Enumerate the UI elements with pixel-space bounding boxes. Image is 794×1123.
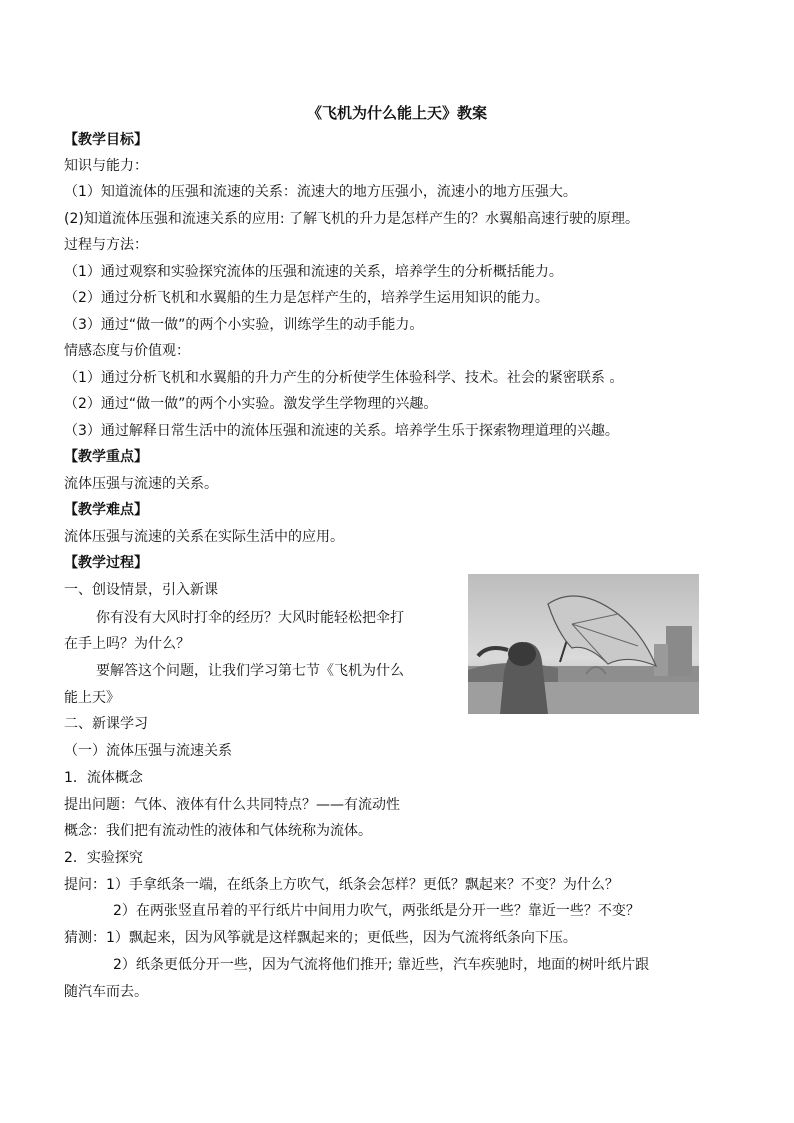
goal-emotion-1: （1）通过分析飞机和水翼船的升力产生的分析使学生体验科学、技术。社会的紧密联系 。 bbox=[64, 370, 624, 386]
step-1-text-c: 要解答这个问题，让我们学习第七节《飞机为什么 bbox=[96, 663, 404, 679]
subheading-knowledge: 知识与能力： bbox=[64, 158, 148, 174]
umbrella-wind-photo bbox=[468, 574, 699, 714]
goal-process-1: （1）通过观察和实验探究流体的压强和流速的关系，培养学生的分析概括能力。 bbox=[64, 264, 563, 280]
section-heading-process: 【教学过程】 bbox=[64, 555, 148, 571]
question-1: 提问：1）手拿纸条一端，在纸条上方吹气，纸条会怎样？更低？飘起来？不变？为什么？ bbox=[64, 877, 619, 893]
guess-3: 随汽车而去。 bbox=[64, 984, 148, 1000]
fluid-concept-heading: 1．流体概念 bbox=[64, 770, 143, 786]
goal-emotion-2: （2）通过“做一做”的两个小实验。激发学生学物理的兴趣。 bbox=[64, 396, 438, 412]
fluid-question: 提出问题：气体、液体有什么共同特点？——有流动性 bbox=[64, 797, 400, 813]
key-point-text: 流体压强与流速的关系。 bbox=[64, 476, 218, 492]
experiment-heading: 2．实验探究 bbox=[64, 850, 143, 866]
guess-1: 猜测：1）飘起来，因为风筝就是这样飘起来的；更低些，因为气流将纸条向下压。 bbox=[64, 930, 577, 946]
difficulty-text: 流体压强与流速的关系在实际生活中的应用。 bbox=[64, 529, 344, 545]
goal-knowledge-2: (2)知道流体压强和流速关系的应用: 了解飞机的升力是怎样产生的？水翼船高速行驶的原理。 bbox=[64, 211, 639, 227]
section-heading-goals: 【教学目标】 bbox=[64, 132, 148, 148]
section-heading-difficulty: 【教学难点】 bbox=[64, 502, 148, 518]
step-1-text-b: 在手上吗？为什么？ bbox=[64, 636, 190, 652]
step-1-text-a: 你有没有大风时打伞的经历？大风时能轻松把伞打 bbox=[96, 610, 404, 626]
step-1-text-d: 能上天》 bbox=[64, 690, 120, 706]
goal-emotion-3: （3）通过解释日常生活中的流体压强和流速的关系。培养学生乐于探索物理道理的兴趣。 bbox=[64, 423, 619, 439]
guess-2: 2）纸条更低分开一些，因为气流将他们推开; 靠近些，汽车疾驰时，地面的树叶纸片跟 bbox=[113, 957, 650, 973]
goal-knowledge-1: （1）知道流体的压强和流速的关系：流速大的地方压强小，流速小的地方压强大。 bbox=[64, 184, 577, 200]
umbrella-photo-image bbox=[468, 574, 699, 714]
step-2-subheading: （一）流体压强与流速关系 bbox=[64, 743, 232, 759]
step-2-heading: 二、新课学习 bbox=[64, 716, 148, 732]
question-2: 2）在两张竖直吊着的平行纸片中间用力吹气，两张纸是分开一些？靠近一些？不变？ bbox=[113, 903, 640, 919]
subheading-process: 过程与方法： bbox=[64, 237, 148, 253]
subheading-emotion: 情感态度与价值观： bbox=[64, 343, 190, 359]
fluid-definition: 概念：我们把有流动性的液体和气体统称为流体。 bbox=[64, 823, 372, 839]
document-title: 《飞机为什么能上天》教案 bbox=[306, 104, 487, 122]
step-1-heading: 一、创设情景，引入新课 bbox=[64, 582, 218, 598]
section-heading-key: 【教学重点】 bbox=[64, 449, 148, 465]
goal-process-2: （2）通过分析飞机和水翼船的生力是怎样产生的，培养学生运用知识的能力。 bbox=[64, 290, 549, 306]
goal-process-3: （3）通过“做一做”的两个小实验，训练学生的动手能力。 bbox=[64, 317, 424, 333]
